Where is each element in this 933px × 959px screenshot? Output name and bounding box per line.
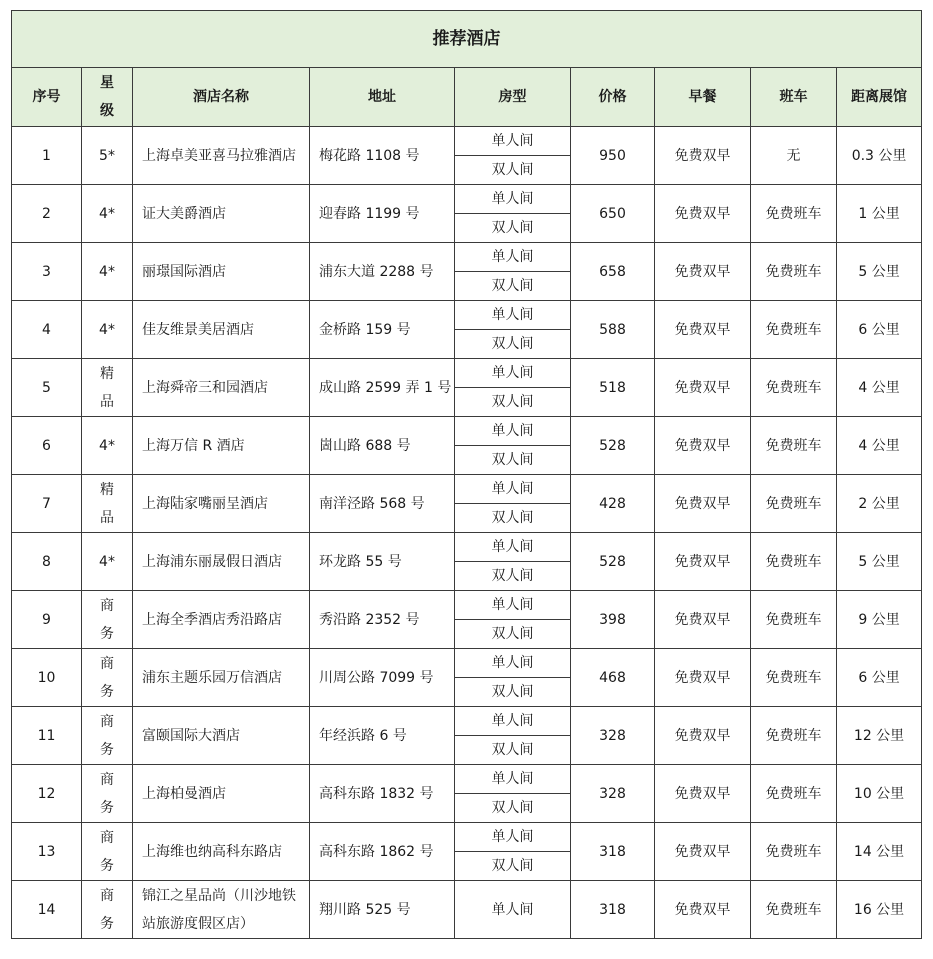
row-star-text: 4* — [99, 553, 115, 570]
row-number: 4 — [12, 301, 82, 359]
row-star-text: 4* — [99, 263, 115, 280]
row-room-type: 双人间 — [455, 156, 571, 185]
row-distance: 0.3 公里 — [837, 127, 922, 185]
row-star-rating — [82, 823, 133, 881]
row-address: 秀沿路 2352 号 — [310, 591, 455, 649]
row-star-text: 5* — [99, 147, 115, 164]
row-room-type: 双人间 — [455, 794, 571, 823]
row-room-type: 单人间 — [455, 127, 571, 156]
row-room-type: 单人间 — [455, 185, 571, 214]
table-row — [12, 649, 922, 678]
header-price: 价格 — [571, 68, 655, 127]
row-room-type: 单人间 — [455, 707, 571, 736]
row-star-text: 4* — [99, 437, 115, 454]
row-star-rating — [82, 185, 133, 243]
hotel-table-container — [11, 10, 922, 939]
row-address: 翔川路 525 号 — [310, 881, 455, 939]
row-hotel-name: 上海柏曼酒店 — [133, 765, 310, 823]
row-star-rating — [82, 243, 133, 301]
hotel-table — [11, 10, 922, 939]
row-breakfast: 免费双早 — [655, 417, 751, 475]
row-price: 528 — [571, 533, 655, 591]
row-star-rating — [82, 417, 133, 475]
row-star-text: 商务 — [99, 713, 114, 758]
row-star-text: 商务 — [99, 887, 114, 932]
row-star-rating — [82, 707, 133, 765]
row-address: 迎春路 1199 号 — [310, 185, 455, 243]
header-breakfast: 早餐 — [655, 68, 751, 127]
row-number: 7 — [12, 475, 82, 533]
row-room-type: 单人间 — [455, 417, 571, 446]
row-star-text: 商务 — [99, 771, 114, 816]
row-shuttle: 免费班车 — [751, 823, 837, 881]
table-row — [12, 243, 922, 272]
row-star-rating — [82, 359, 133, 417]
row-address: 年经浜路 6 号 — [310, 707, 455, 765]
row-room-type: 双人间 — [455, 330, 571, 359]
row-star-text: 商务 — [99, 655, 114, 700]
header-shuttle: 班车 — [751, 68, 837, 127]
row-star-rating — [82, 765, 133, 823]
row-number: 1 — [12, 127, 82, 185]
row-distance: 9 公里 — [837, 591, 922, 649]
row-hotel-name: 锦江之星品尚（川沙地铁站旅游度假区店） — [133, 881, 310, 939]
row-breakfast: 免费双早 — [655, 127, 751, 185]
row-hotel-name: 上海万信 R 酒店 — [133, 417, 310, 475]
row-shuttle: 免费班车 — [751, 591, 837, 649]
header-star — [82, 68, 133, 127]
table-body — [12, 127, 922, 939]
row-address: 环龙路 55 号 — [310, 533, 455, 591]
row-number: 14 — [12, 881, 82, 939]
row-shuttle: 免费班车 — [751, 881, 837, 939]
row-room-type: 单人间 — [455, 475, 571, 504]
row-breakfast: 免费双早 — [655, 475, 751, 533]
table-row — [12, 533, 922, 562]
table-row — [12, 765, 922, 794]
row-hotel-name: 上海维也纳高科东路店 — [133, 823, 310, 881]
table-row — [12, 475, 922, 504]
row-breakfast: 免费双早 — [655, 591, 751, 649]
row-distance: 6 公里 — [837, 301, 922, 359]
row-hotel-name: 上海全季酒店秀沿路店 — [133, 591, 310, 649]
row-breakfast: 免费双早 — [655, 823, 751, 881]
header-room-type: 房型 — [455, 68, 571, 127]
row-hotel-name: 证大美爵酒店 — [133, 185, 310, 243]
row-shuttle: 免费班车 — [751, 649, 837, 707]
row-distance: 14 公里 — [837, 823, 922, 881]
row-breakfast: 免费双早 — [655, 649, 751, 707]
table-row — [12, 591, 922, 620]
row-distance: 1 公里 — [837, 185, 922, 243]
row-price: 518 — [571, 359, 655, 417]
row-number: 10 — [12, 649, 82, 707]
row-breakfast: 免费双早 — [655, 765, 751, 823]
row-number: 8 — [12, 533, 82, 591]
row-star-text: 精品 — [99, 365, 114, 410]
row-price: 318 — [571, 823, 655, 881]
row-number: 5 — [12, 359, 82, 417]
row-distance: 12 公里 — [837, 707, 922, 765]
row-address: 高科东路 1832 号 — [310, 765, 455, 823]
row-star-text: 商务 — [99, 829, 114, 874]
table-row — [12, 707, 922, 736]
row-distance: 4 公里 — [837, 359, 922, 417]
row-room-type: 单人间 — [455, 301, 571, 330]
row-hotel-name: 浦东主题乐园万信酒店 — [133, 649, 310, 707]
row-shuttle: 无 — [751, 127, 837, 185]
row-room-type: 单人间 — [455, 881, 571, 939]
row-room-type: 单人间 — [455, 823, 571, 852]
header-star-text: 星级 — [99, 75, 114, 119]
row-shuttle: 免费班车 — [751, 533, 837, 591]
row-star-rating — [82, 881, 133, 939]
row-room-type: 双人间 — [455, 272, 571, 301]
row-shuttle: 免费班车 — [751, 475, 837, 533]
row-room-type: 双人间 — [455, 852, 571, 881]
row-distance: 5 公里 — [837, 243, 922, 301]
row-address: 金桥路 159 号 — [310, 301, 455, 359]
row-room-type: 双人间 — [455, 678, 571, 707]
header-name: 酒店名称 — [133, 68, 310, 127]
row-hotel-name: 佳友维景美居酒店 — [133, 301, 310, 359]
row-price: 468 — [571, 649, 655, 707]
row-hotel-name: 上海舜帝三和园酒店 — [133, 359, 310, 417]
header-distance: 距离展馆 — [837, 68, 922, 127]
header-no: 序号 — [12, 68, 82, 127]
row-distance: 16 公里 — [837, 881, 922, 939]
row-shuttle: 免费班车 — [751, 707, 837, 765]
row-number: 12 — [12, 765, 82, 823]
row-room-type: 单人间 — [455, 359, 571, 388]
row-address: 崮山路 688 号 — [310, 417, 455, 475]
row-number: 6 — [12, 417, 82, 475]
row-breakfast: 免费双早 — [655, 359, 751, 417]
row-room-type: 双人间 — [455, 388, 571, 417]
row-hotel-name: 上海陆家嘴丽呈酒店 — [133, 475, 310, 533]
row-shuttle: 免费班车 — [751, 185, 837, 243]
row-room-type: 双人间 — [455, 214, 571, 243]
row-room-type: 单人间 — [455, 243, 571, 272]
row-price: 658 — [571, 243, 655, 301]
row-star-text: 精品 — [99, 481, 114, 526]
row-hotel-name: 上海浦东丽晟假日酒店 — [133, 533, 310, 591]
row-room-type: 双人间 — [455, 446, 571, 475]
row-number: 3 — [12, 243, 82, 301]
row-room-type: 单人间 — [455, 533, 571, 562]
row-price: 398 — [571, 591, 655, 649]
row-distance: 4 公里 — [837, 417, 922, 475]
row-star-text: 商务 — [99, 597, 114, 642]
row-shuttle: 免费班车 — [751, 301, 837, 359]
row-room-type: 单人间 — [455, 591, 571, 620]
table-row — [12, 823, 922, 852]
row-breakfast: 免费双早 — [655, 301, 751, 359]
row-breakfast: 免费双早 — [655, 707, 751, 765]
table-row — [12, 127, 922, 156]
row-star-rating — [82, 127, 133, 185]
row-shuttle: 免费班车 — [751, 243, 837, 301]
row-distance: 10 公里 — [837, 765, 922, 823]
row-room-type: 双人间 — [455, 736, 571, 765]
row-breakfast: 免费双早 — [655, 243, 751, 301]
row-distance: 5 公里 — [837, 533, 922, 591]
row-address: 浦东大道 2288 号 — [310, 243, 455, 301]
table-row — [12, 417, 922, 446]
row-star-rating — [82, 649, 133, 707]
row-number: 2 — [12, 185, 82, 243]
row-hotel-name: 上海卓美亚喜马拉雅酒店 — [133, 127, 310, 185]
row-star-rating — [82, 533, 133, 591]
row-price: 328 — [571, 707, 655, 765]
row-star-text: 4* — [99, 205, 115, 222]
row-price: 950 — [571, 127, 655, 185]
row-price: 650 — [571, 185, 655, 243]
row-room-type: 单人间 — [455, 765, 571, 794]
table-row — [12, 881, 922, 939]
row-number: 9 — [12, 591, 82, 649]
row-breakfast: 免费双早 — [655, 185, 751, 243]
row-shuttle: 免费班车 — [751, 417, 837, 475]
row-room-type: 单人间 — [455, 649, 571, 678]
row-shuttle: 免费班车 — [751, 765, 837, 823]
row-address: 高科东路 1862 号 — [310, 823, 455, 881]
row-star-rating — [82, 591, 133, 649]
row-number: 13 — [12, 823, 82, 881]
row-price: 588 — [571, 301, 655, 359]
row-room-type: 双人间 — [455, 504, 571, 533]
header-address: 地址 — [310, 68, 455, 127]
row-price: 528 — [571, 417, 655, 475]
row-price: 318 — [571, 881, 655, 939]
table-row — [12, 301, 922, 330]
row-room-type: 双人间 — [455, 620, 571, 649]
header-row — [12, 68, 922, 127]
table-title: 推荐酒店 — [12, 11, 922, 68]
row-hotel-name: 丽璟国际酒店 — [133, 243, 310, 301]
row-room-type: 双人间 — [455, 562, 571, 591]
row-address: 川周公路 7099 号 — [310, 649, 455, 707]
row-star-text: 4* — [99, 321, 115, 338]
row-star-rating — [82, 301, 133, 359]
row-breakfast: 免费双早 — [655, 881, 751, 939]
row-distance: 6 公里 — [837, 649, 922, 707]
row-shuttle: 免费班车 — [751, 359, 837, 417]
table-row — [12, 185, 922, 214]
row-number: 11 — [12, 707, 82, 765]
row-breakfast: 免费双早 — [655, 533, 751, 591]
row-address: 南洋泾路 568 号 — [310, 475, 455, 533]
row-price: 328 — [571, 765, 655, 823]
row-distance: 2 公里 — [837, 475, 922, 533]
row-price: 428 — [571, 475, 655, 533]
table-row — [12, 359, 922, 388]
row-hotel-name: 富颐国际大酒店 — [133, 707, 310, 765]
row-star-rating — [82, 475, 133, 533]
row-address: 成山路 2599 弄 1 号 — [310, 359, 455, 417]
row-address: 梅花路 1108 号 — [310, 127, 455, 185]
